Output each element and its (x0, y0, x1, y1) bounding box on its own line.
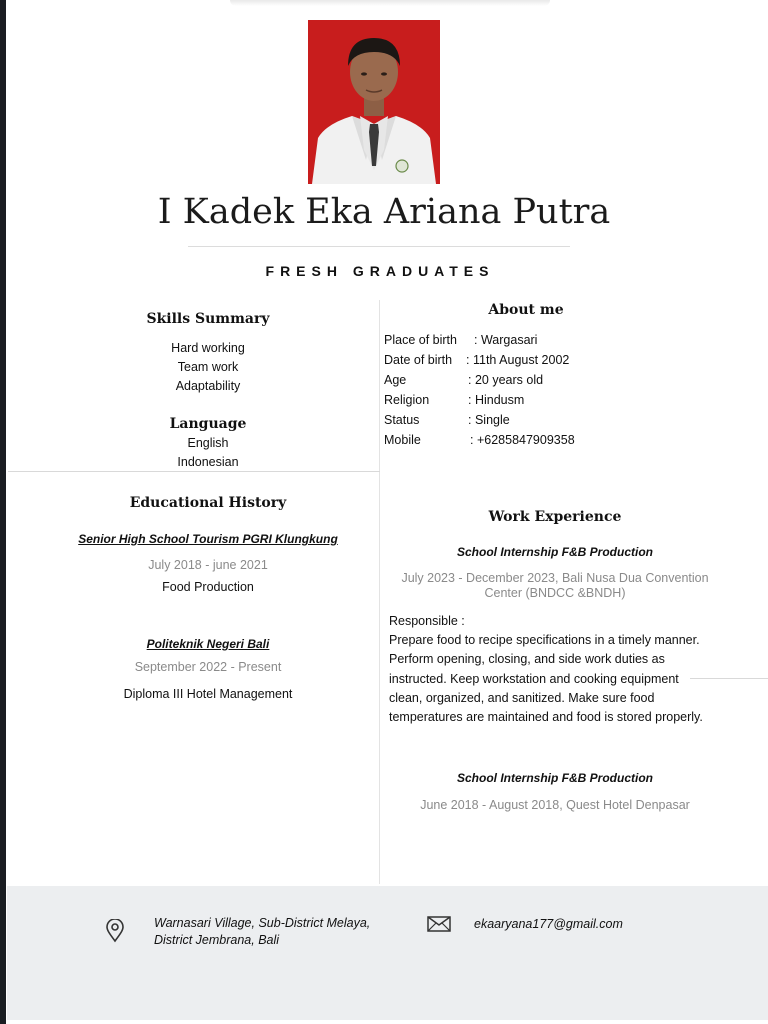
skill-item: Hard working (171, 341, 245, 355)
envelope-icon (427, 916, 451, 937)
about-sep: : (474, 333, 478, 347)
education-program: Diploma III Hotel Management (123, 687, 293, 701)
about-row (384, 433, 575, 447)
about-row (384, 393, 524, 407)
responsibility-label: Responsible : (389, 614, 465, 628)
work-period-cont: Center (BNDCC &BNDH) (484, 586, 626, 600)
about-value: Single (474, 413, 510, 427)
language-item: English (187, 436, 229, 450)
skill-item: Team work (177, 360, 239, 374)
section-divider (8, 471, 380, 472)
education-period: September 2022 - Present (134, 660, 282, 674)
skill-item: Adaptability (175, 379, 241, 393)
left-edge-bar (0, 0, 6, 1024)
responsibility-line: clean, organized, and sanitized. Make sure food (389, 690, 655, 705)
school-name: Senior High School Tourism PGRI Klungkung (78, 532, 338, 546)
about-sep: : (468, 413, 472, 427)
education-period: July 2018 - june 2021 (148, 558, 268, 572)
about-value: Hindusm (474, 393, 525, 407)
about-label: Place of birth (384, 333, 457, 347)
education-title: Educational History (129, 495, 287, 511)
skills-title: Skills Summary (146, 311, 270, 327)
education-program: Food Production (162, 580, 254, 594)
about-sep: : (470, 433, 474, 447)
about-sep: : (468, 373, 472, 387)
about-value: 20 years old (474, 373, 544, 387)
about-label: Mobile (384, 433, 421, 447)
about-row (384, 373, 543, 387)
profile-photo (308, 20, 440, 184)
work-period: June 2018 - August 2018, Quest Hotel Denpasar (420, 798, 690, 812)
email-address[interactable]: ekaaryana177@gmail.com (474, 917, 623, 931)
about-label: Date of birth (384, 353, 453, 367)
address-line: District Jembrana, Bali (154, 933, 280, 947)
about-sep: : (468, 393, 472, 407)
responsibility-line: Perform opening, closing, and side work duties as (389, 652, 665, 667)
responsibility-line: Prepare food to recipe specifications in a timely manner. (389, 633, 700, 648)
about-value: +6285847909358 (476, 433, 575, 447)
person-name: I Kadek Eka Ariana Putra (157, 192, 611, 232)
about-row (384, 353, 569, 367)
contact-footer (7, 886, 768, 1020)
about-row (384, 333, 537, 347)
location-pin-icon (105, 919, 125, 948)
address-line: Warnasari Village, Sub-District Melaya, (154, 916, 371, 930)
name-divider (188, 246, 570, 247)
language-title: Language (169, 416, 247, 432)
work-responsibilities (389, 612, 739, 727)
work-title: Work Experience (488, 509, 622, 525)
about-sep: : (466, 353, 470, 367)
language-item: Indonesian (177, 455, 239, 469)
about-label: Age (384, 373, 407, 387)
about-value: 11th August 2002 (472, 353, 570, 367)
about-title: About me (488, 302, 564, 318)
about-label: Status (384, 413, 420, 427)
about-value: Wargasari (480, 333, 538, 347)
responsibility-line: temperatures are maintained and food is stored properly. (389, 710, 703, 725)
profile-subtitle: FRESH GRADUATES (265, 263, 495, 279)
work-position: School Internship F&B Production (457, 771, 653, 785)
about-row (384, 413, 510, 427)
school-name: Politeknik Negeri Bali (146, 637, 270, 651)
about-label: Religion (384, 393, 430, 407)
work-period: July 2023 - December 2023, Bali Nusa Dua Convention (401, 571, 709, 585)
top-shadow (230, 0, 550, 6)
responsibility-line: instructed. Keep workstation and cooking equipment (389, 671, 679, 686)
work-position: School Internship F&B Production (457, 545, 653, 559)
